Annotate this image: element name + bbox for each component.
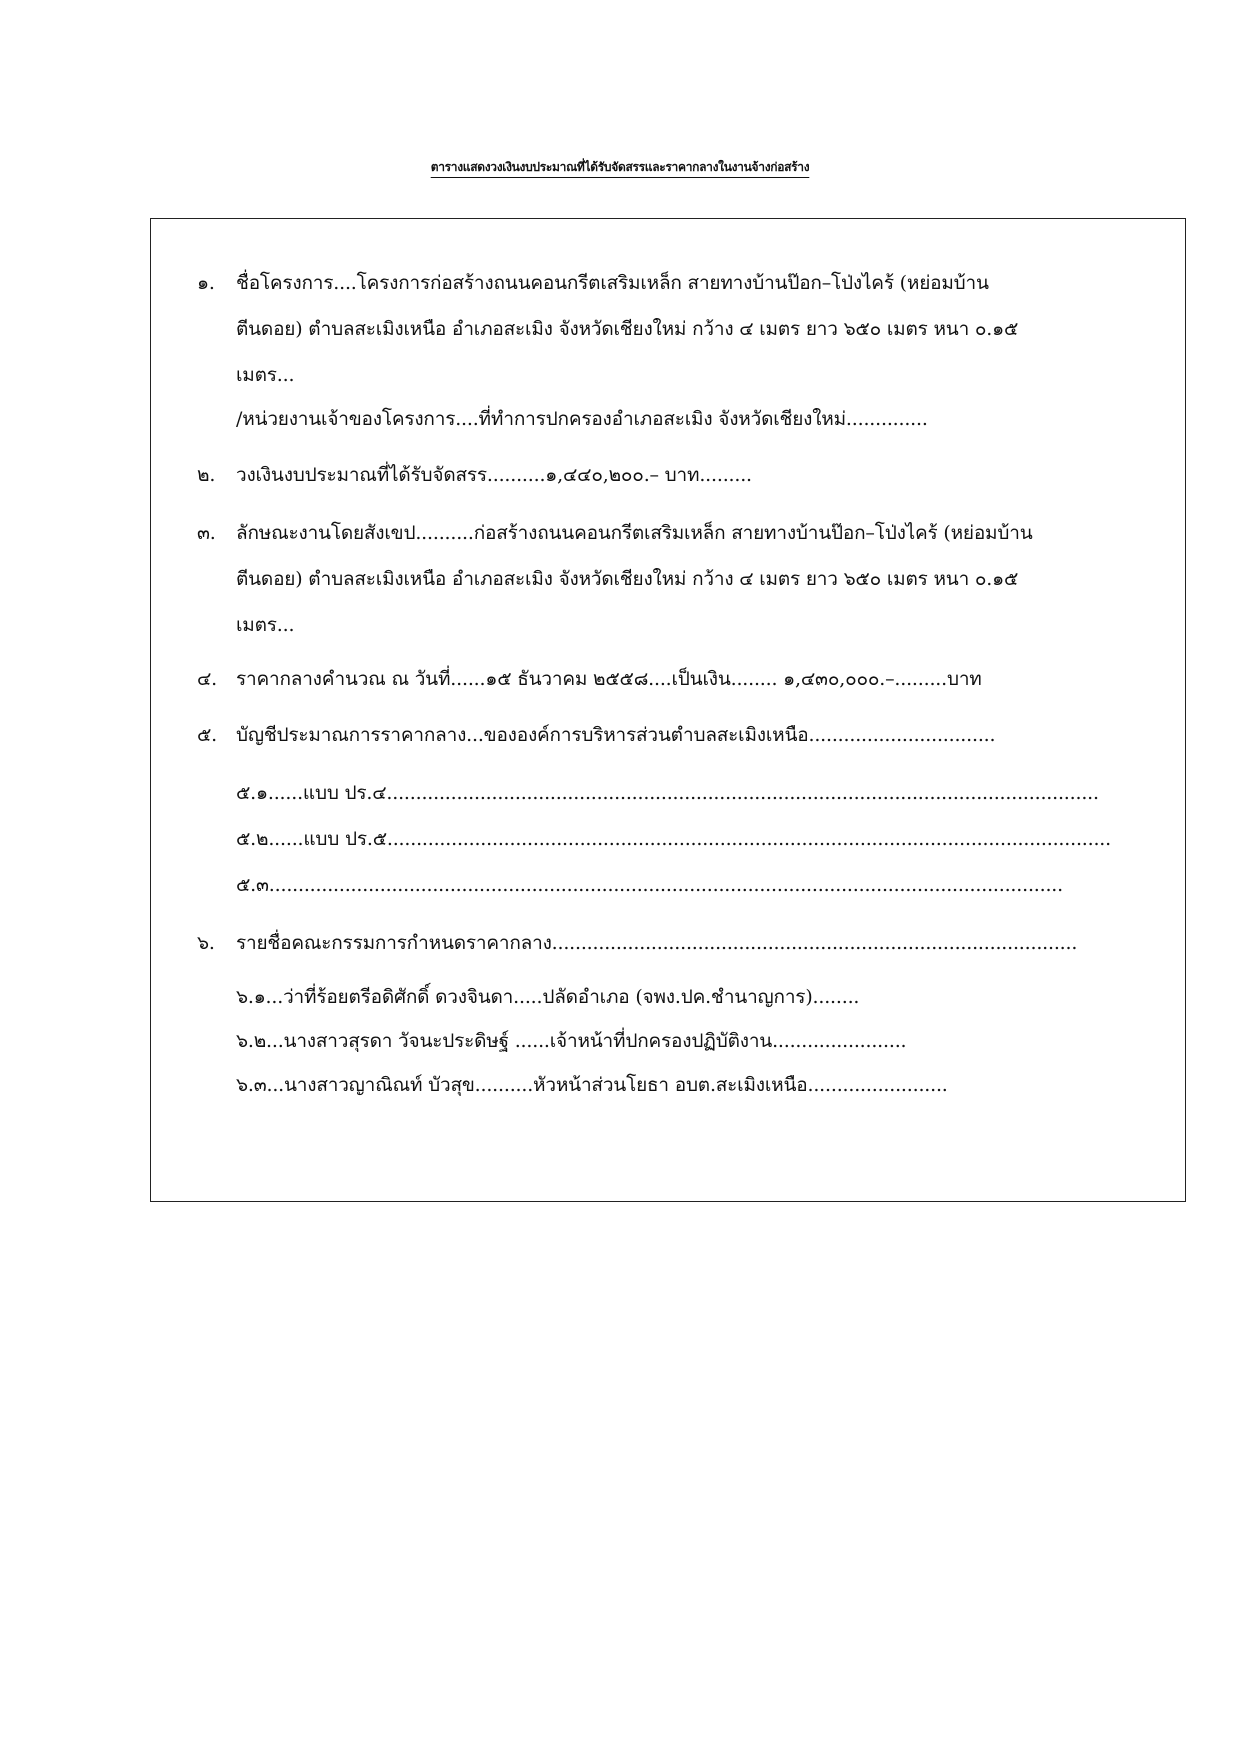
item-3-line-2: ตีนดอย) ตำบลสะเมิงเหนือ อำเภอสะเมิง จังหวัดเชียงใหม่ กว้าง ๔ เมตร ยาว ๖๕๐ เมตร หนา ๐.๑๕ [236,568,1019,590]
item-6-number: ๖. [197,932,215,954]
item-3-line-3: เมตร... [236,614,295,636]
item-6-sub-1: ๖.๑...ว่าที่ร้อยตรีอดิศักดิ์ ดวงจินดา.....ปลัดอำเภอ (จพง.ปค.ชำนาญการ)........ [236,986,860,1008]
item-1-line-4: /หน่วยงานเจ้าของโครงการ....ที่ทำการปกครองอำเภอสะเมิง จังหวัดเชียงใหม่.............. [236,408,928,430]
item-5-number: ๕. [197,724,218,746]
item-1-line-2: ตีนดอย) ตำบลสะเมิงเหนือ อำเภอสะเมิง จังหวัดเชียงใหม่ กว้าง ๔ เมตร ยาว ๖๕๐ เมตร หนา ๐.๑๕ [236,318,1019,340]
item-5-sub-1: ๕.๑......แบบ ปร.๔.......................................................................................................................... [236,782,1099,804]
item-5-sub-3: ๕.๓........................................................................................................................................ [236,874,1063,896]
item-1-line-1: ชื่อโครงการ....โครงการก่อสร้างถนนคอนกรีตเสริมเหล็ก สายทางบ้านป๊อก–โป่งไคร้ (หย่อมบ้าน [236,272,989,294]
item-5-sub-2: ๕.๒......แบบ ปร.๕............................................................................................................................ [236,828,1111,850]
item-2-number: ๒. [197,464,216,486]
item-1-line-3: เมตร... [236,364,295,386]
content-box [150,218,1186,1202]
item-6-sub-3: ๖.๓...นางสาวญาณิณท์ บัวสุข..........หัวหน้าส่วนโยธา อบต.สะเมิงเหนือ........................ [236,1074,948,1096]
item-4-line-1: ราคากลางคำนวณ ณ วันที่......๑๕ ธันวาคม ๒๕๕๘....เป็นเงิน........ ๑,๔๓๐,๐๐๐.–.........บาท [236,668,982,690]
item-3-line-1: ลักษณะงานโดยสังเขป..........ก่อสร้างถนนคอนกรีตเสริมเหล็ก สายทางบ้านป๊อก–โป่งไคร้ (หย่อมบ้าน [236,522,1033,544]
item-5-line-1: บัญชีประมาณการราคากลาง...ขององค์การบริหารส่วนตำบลสะเมิงเหนือ................................ [236,724,996,746]
item-1-number: ๑. [197,272,215,294]
item-6-line-1: รายชื่อคณะกรรมการกำหนดราคากลาง.......................................................................................... [236,932,1078,954]
document-title: ตารางแสดงวงเงินงบประมาณที่ได้รับจัดสรรและราคากลางในงานจ้างก่อสร้าง [430,160,810,174]
item-6-sub-2: ๖.๒...นางสาวสุรดา วัจนะประดิษฐ์ ......เจ้าหน้าที่ปกครองปฏิบัติงาน....................... [236,1030,907,1052]
item-2-line-1: วงเงินงบประมาณที่ได้รับจัดสรร..........๑,๔๔๐,๒๐๐.– บาท......... [236,464,752,486]
item-3-number: ๓. [197,522,216,544]
item-4-number: ๔. [197,668,218,690]
